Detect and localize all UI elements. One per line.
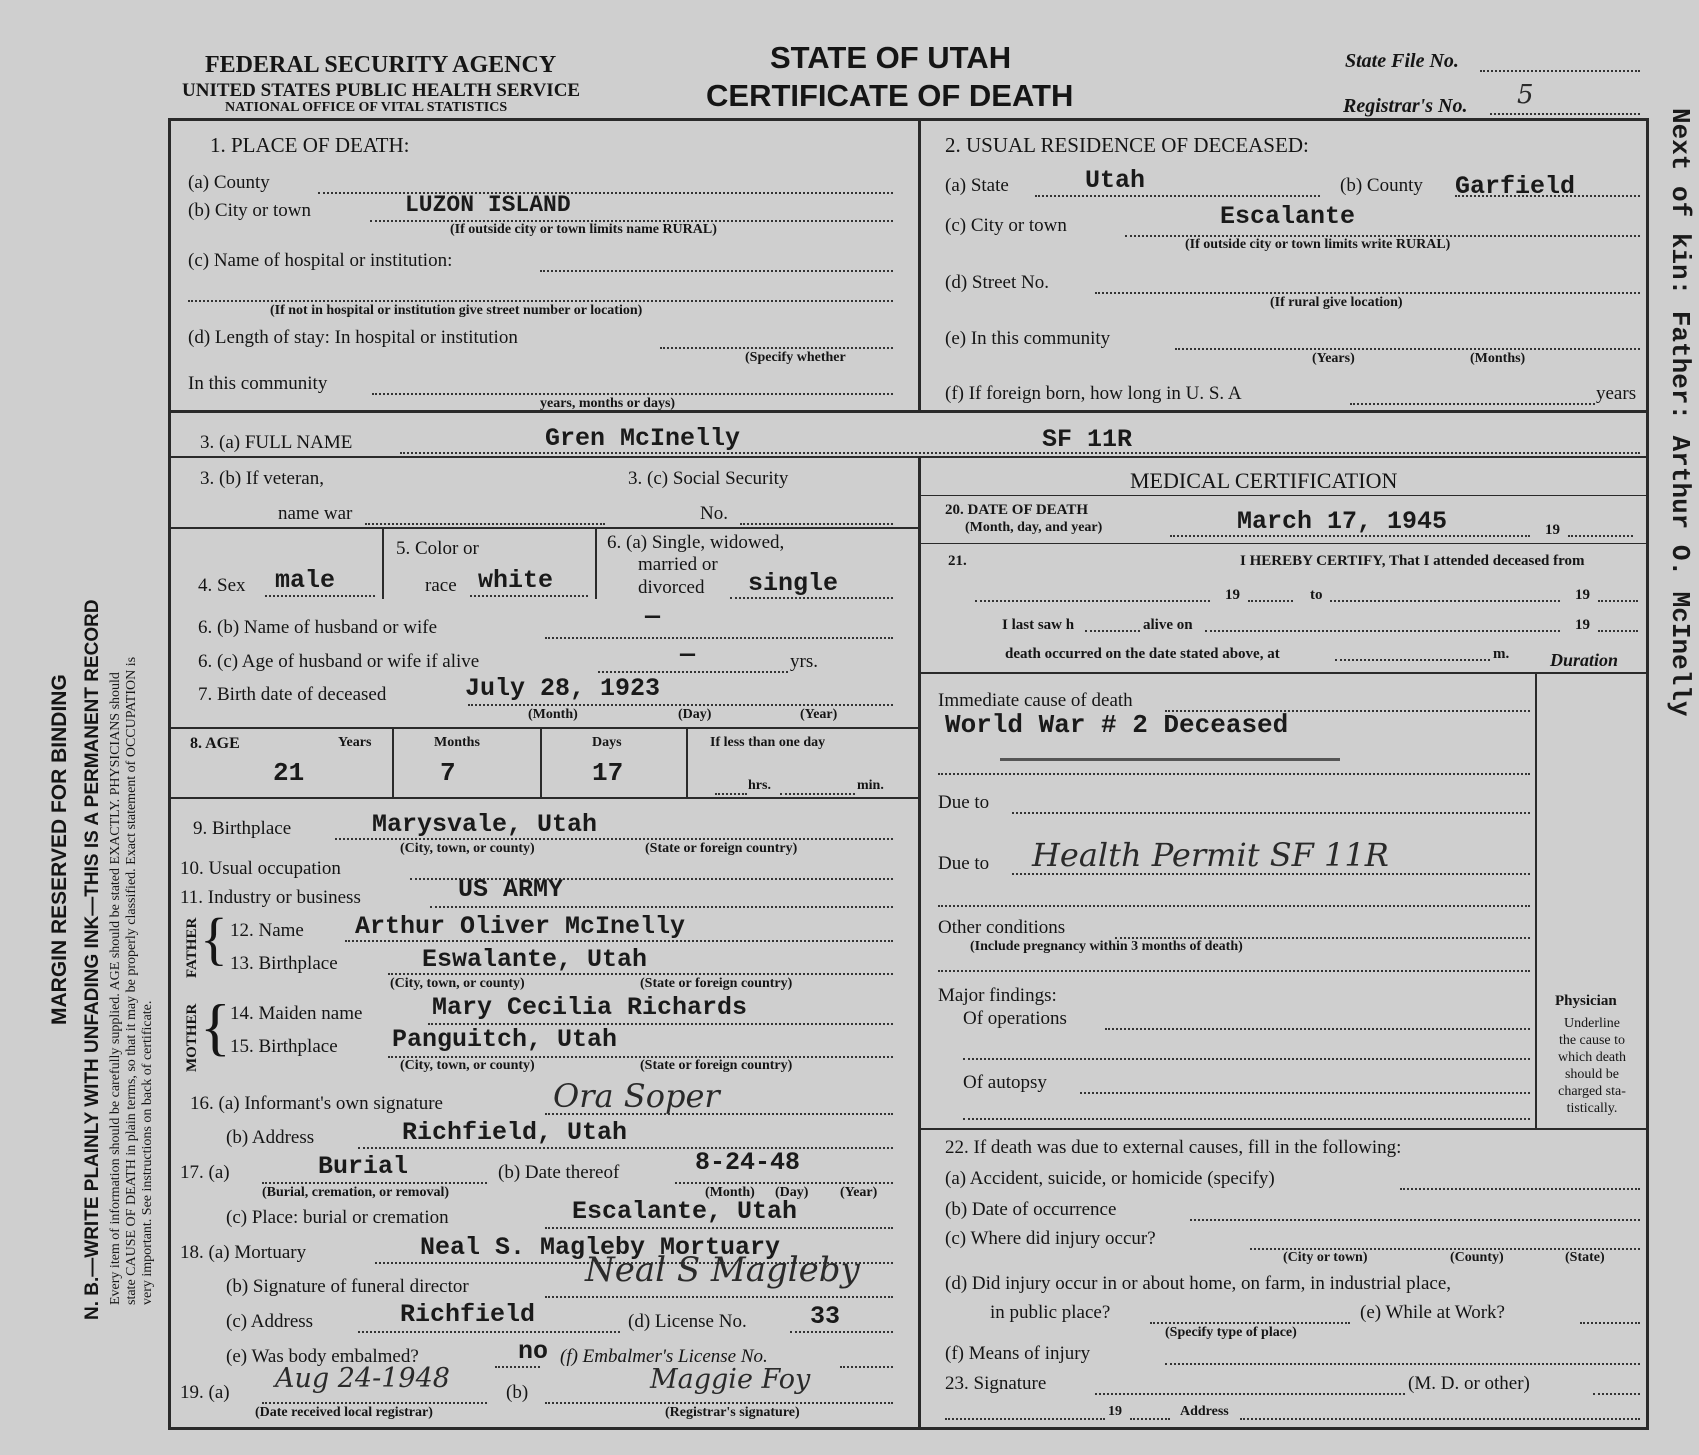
age-label: 8. AGE bbox=[190, 735, 240, 752]
birth-date-label: 7. Birth date of deceased bbox=[198, 684, 387, 705]
place-of-death-heading: 1. PLACE OF DEATH: bbox=[210, 133, 410, 157]
res-months-note: (Months) bbox=[1470, 351, 1526, 366]
res-street-label: (d) Street No. bbox=[945, 272, 1049, 293]
burial-type-value: Burial bbox=[318, 1152, 409, 1181]
veteran-label: 3. (b) If veteran, bbox=[200, 468, 324, 489]
margin-instructions-3: very important. See instructions on back of certificate. bbox=[140, 1000, 155, 1305]
registrar-signature-note: (Registrar's signature) bbox=[665, 1405, 800, 1420]
marital-value: single bbox=[748, 569, 839, 598]
birth-date-value: July 28, 1923 bbox=[465, 674, 661, 703]
father-birthplace-label: 13. Birthplace bbox=[230, 953, 338, 974]
mortuary-value: Neal S. Magleby Mortuary bbox=[420, 1233, 781, 1262]
margin-instructions-1: Every item of information should be carefully supplied. AGE should be stated EXACTLY. PHYSICIANS should bbox=[108, 672, 123, 1305]
external-d-label-2: in public place? bbox=[990, 1302, 1111, 1323]
other-conditions-note: (Include pregnancy within 3 months of death) bbox=[970, 939, 1243, 954]
marital-label-1: 6. (a) Single, widowed, bbox=[607, 532, 785, 553]
duration-label: Duration bbox=[1550, 650, 1619, 670]
signature-address-label: Address bbox=[1180, 1404, 1229, 1419]
birth-year-note: (Year) bbox=[800, 707, 838, 722]
certify-text: I HEREBY CERTIFY, That I attended deceased from bbox=[1240, 553, 1585, 569]
birthplace-note-1: (City, town, or county) bbox=[400, 841, 535, 856]
mother-note-1: (City, town, or county) bbox=[400, 1058, 535, 1073]
length-note: (Specify whether bbox=[745, 350, 846, 365]
spouse-age-value: — bbox=[680, 640, 696, 669]
age-months-value: 7 bbox=[440, 758, 456, 788]
burial-place-label: (c) Place: burial or cremation bbox=[226, 1207, 449, 1228]
birthplace-note-2: (State or foreign country) bbox=[645, 841, 798, 856]
occupation-label: 10. Usual occupation bbox=[180, 858, 341, 879]
physician-note bbox=[1540, 1015, 1644, 1117]
res-years-note: (Years) bbox=[1312, 351, 1355, 366]
last-saw-label: I last saw h bbox=[1002, 617, 1075, 633]
mortuary-label: 18. (a) Mortuary bbox=[180, 1242, 307, 1263]
res-city-note: (If outside city or town limits write RURAL) bbox=[1185, 237, 1451, 252]
signature-19: 19 bbox=[1108, 1404, 1122, 1419]
res-street-note: (If rural give location) bbox=[1270, 295, 1403, 310]
age-months-label: Months bbox=[434, 735, 480, 750]
mortuary-address-value: Richfield bbox=[400, 1300, 536, 1329]
mother-name-label: 14. Maiden name bbox=[230, 1003, 363, 1024]
residence-heading: 2. USUAL RESIDENCE OF DECEASED: bbox=[945, 133, 1309, 157]
length-of-stay-label: (d) Length of stay: In hospital or institution bbox=[188, 327, 518, 348]
office-name: NATIONAL OFFICE OF VITAL STATISTICS bbox=[225, 100, 508, 115]
immediate-cause-label: Immediate cause of death bbox=[938, 690, 1133, 711]
state-heading: STATE OF UTAH bbox=[770, 40, 1012, 75]
marital-label-2: married or bbox=[638, 554, 718, 575]
informant-signature: Ora Soper bbox=[553, 1077, 720, 1115]
physician-note-line: charged sta- bbox=[1558, 1084, 1626, 1099]
spouse-value: — bbox=[645, 602, 661, 631]
next-of-kin-note: Next of kin: Father: Arthur O. McInelly bbox=[1665, 108, 1695, 717]
county-label: (a) County bbox=[188, 172, 270, 193]
of-autopsy-label: Of autopsy bbox=[963, 1072, 1047, 1093]
res-county-label: (b) County bbox=[1340, 175, 1423, 196]
external-heading: 22. If death was due to external causes, fill in the following: bbox=[945, 1137, 1402, 1158]
service-name: UNITED STATES PUBLIC HEALTH SERVICE bbox=[182, 80, 581, 101]
burial-place-value: Escalante, Utah bbox=[572, 1197, 798, 1226]
res-county-value: Garfield bbox=[1455, 172, 1576, 201]
ssn-label: 3. (c) Social Security bbox=[628, 468, 789, 489]
physician-title: Physician bbox=[1555, 993, 1617, 1009]
burial-a-label: 17. (a) bbox=[180, 1162, 230, 1183]
industry-value: US ARMY bbox=[458, 875, 564, 904]
age-min: min. bbox=[857, 778, 884, 793]
certify-number: 21. bbox=[948, 553, 967, 569]
spouse-label: 6. (b) Name of husband or wife bbox=[198, 617, 438, 638]
burial-year-note: (Year) bbox=[840, 1185, 878, 1200]
spouse-age-suffix: yrs. bbox=[790, 651, 818, 672]
certificate-title: CERTIFICATE OF DEATH bbox=[706, 78, 1074, 113]
registrar-no-label: Registrar's No. bbox=[1343, 95, 1468, 117]
registrar-date-note: (Date received local registrar) bbox=[255, 1405, 433, 1420]
res-state-label: (a) State bbox=[945, 175, 1009, 196]
res-community-label: (e) In this community bbox=[945, 328, 1111, 349]
state-file-label: State File No. bbox=[1345, 50, 1459, 72]
burial-a-note: (Burial, cremation, or removal) bbox=[262, 1185, 450, 1200]
city-value: LUZON ISLAND bbox=[405, 192, 571, 218]
mother-side-label: MOTHER bbox=[184, 1003, 200, 1072]
mother-birthplace-value: Panguitch, Utah bbox=[392, 1025, 618, 1054]
father-name-value: Arthur Oliver McInelly bbox=[355, 912, 686, 941]
city-label: (b) City or town bbox=[188, 200, 311, 221]
license-label: (d) License No. bbox=[628, 1311, 747, 1332]
registrar-a-label: 19. (a) bbox=[180, 1382, 230, 1403]
funeral-director-signature: Neal S Magleby bbox=[585, 1250, 860, 1290]
certify-19-a: 19 bbox=[1225, 587, 1240, 603]
license-value: 33 bbox=[810, 1302, 841, 1331]
mother-name-value: Mary Cecilia Richards bbox=[432, 993, 748, 1022]
race-label: race bbox=[425, 575, 457, 596]
community-label: In this community bbox=[188, 373, 328, 394]
ssn-no-label: No. bbox=[700, 503, 728, 524]
other-conditions-label: Other conditions bbox=[938, 917, 1066, 938]
last-saw-19: 19 bbox=[1575, 617, 1590, 633]
city-note: (If outside city or town limits name RURAL) bbox=[450, 222, 717, 237]
of-operations-label: Of operations bbox=[963, 1008, 1067, 1029]
res-city-value: Escalante bbox=[1220, 202, 1356, 231]
birthplace-label: 9. Birthplace bbox=[193, 818, 292, 839]
date-of-death-label: 20. DATE OF DEATH bbox=[945, 502, 1089, 518]
age-days-label: Days bbox=[592, 735, 622, 750]
hospital-note: (If not in hospital or institution give street number or location) bbox=[270, 303, 643, 318]
md-label: (M. D. or other) bbox=[1408, 1373, 1530, 1394]
father-note-2: (State or foreign country) bbox=[640, 976, 793, 991]
external-state-note: (State) bbox=[1565, 1250, 1605, 1265]
physician-note-line: Underline bbox=[1564, 1016, 1620, 1031]
embalmed-label: (e) Was body embalmed? bbox=[226, 1346, 419, 1367]
certify-to: to bbox=[1310, 587, 1323, 603]
res-city-label: (c) City or town bbox=[945, 215, 1067, 236]
hospital-label: (c) Name of hospital or institution: bbox=[188, 250, 453, 271]
mother-brace: { bbox=[200, 991, 231, 1062]
informant-address-value: Richfield, Utah bbox=[402, 1118, 628, 1147]
physician-note-line: the cause to bbox=[1558, 1033, 1626, 1048]
funeral-director-label: (b) Signature of funeral director bbox=[226, 1276, 469, 1297]
birthplace-value: Marysvale, Utah bbox=[372, 810, 598, 839]
industry-label: 11. Industry or business bbox=[180, 887, 361, 908]
date-of-death-19: 19 bbox=[1545, 522, 1560, 538]
burial-month-note: (Month) bbox=[705, 1185, 755, 1200]
burial-date-value: 8-24-48 bbox=[695, 1148, 801, 1177]
external-b-label: (b) Date of occurrence bbox=[945, 1199, 1117, 1220]
burial-date-label: (b) Date thereof bbox=[498, 1162, 620, 1183]
external-a-label: (a) Accident, suicide, or homicide (specify) bbox=[945, 1168, 1275, 1189]
due-to-1-label: Due to bbox=[938, 792, 990, 813]
marital-label-3: divorced bbox=[638, 577, 705, 598]
age-days-value: 17 bbox=[592, 758, 624, 788]
age-hrs: hrs. bbox=[748, 778, 771, 793]
color-label: 5. Color or bbox=[396, 538, 479, 559]
external-county-note: (County) bbox=[1450, 1250, 1504, 1265]
mortuary-address-label: (c) Address bbox=[226, 1311, 314, 1332]
age-less-label: If less than one day bbox=[710, 735, 826, 750]
external-e-label: (e) While at Work? bbox=[1360, 1302, 1505, 1323]
informant-address-label: (b) Address bbox=[226, 1127, 315, 1148]
informant-signature-label: 16. (a) Informant's own signature bbox=[190, 1093, 443, 1114]
sex-value: male bbox=[275, 566, 336, 595]
physician-note-line: tistically. bbox=[1566, 1101, 1618, 1116]
foreign-born-label: (f) If foreign born, how long in U. S. A bbox=[945, 383, 1242, 404]
spouse-age-label: 6. (c) Age of husband or wife if alive bbox=[198, 651, 480, 672]
alive-on-label: alive on bbox=[1143, 617, 1193, 633]
years-suffix: years bbox=[1596, 383, 1637, 404]
race-value: white bbox=[478, 566, 554, 595]
registrar-date-value: Aug 24-1948 bbox=[275, 1363, 450, 1394]
full-name-label: 3. (a) FULL NAME bbox=[200, 432, 353, 453]
agency-name: FEDERAL SECURITY AGENCY bbox=[205, 52, 557, 78]
father-name-label: 12. Name bbox=[230, 920, 304, 941]
mother-note-2: (State or foreign country) bbox=[640, 1058, 793, 1073]
physician-note-line: which death bbox=[1557, 1050, 1627, 1065]
birth-month-note: (Month) bbox=[528, 707, 578, 722]
external-f-label: (f) Means of injury bbox=[945, 1343, 1091, 1364]
father-brace: { bbox=[200, 906, 228, 971]
full-name-value: Gren McInelly bbox=[545, 424, 741, 453]
external-d-note: (Specify type of place) bbox=[1165, 1325, 1297, 1340]
father-side-label: FATHER bbox=[184, 917, 200, 978]
date-of-death-note: (Month, day, and year) bbox=[965, 520, 1103, 535]
registrar-b-label: (b) bbox=[506, 1382, 529, 1403]
burial-day-note: (Day) bbox=[775, 1185, 809, 1200]
mother-birthplace-label: 15. Birthplace bbox=[230, 1036, 338, 1057]
embalmed-value: no bbox=[518, 1337, 549, 1366]
age-years-label: Years bbox=[338, 735, 372, 750]
major-findings-label: Major findings: bbox=[938, 985, 1057, 1006]
certify-19-b: 19 bbox=[1575, 587, 1590, 603]
due-to-2-label: Due to bbox=[938, 853, 990, 874]
veteran-war-label: name war bbox=[278, 503, 353, 524]
birth-day-note: (Day) bbox=[678, 707, 712, 722]
signature-23-label: 23. Signature bbox=[945, 1373, 1047, 1394]
sex-label: 4. Sex bbox=[198, 575, 246, 596]
external-city-note: (City or town) bbox=[1283, 1250, 1368, 1265]
due-to-2-value: Health Permit SF 11R bbox=[1032, 836, 1389, 874]
father-note-1: (City, town, or county) bbox=[390, 976, 525, 991]
external-d-label-1: (d) Did injury occur in or about home, on farm, in industrial place, bbox=[945, 1273, 1452, 1294]
date-of-death-value: March 17, 1945 bbox=[1237, 507, 1448, 536]
embalmer-license-label: (f) Embalmer's License No. bbox=[560, 1346, 768, 1367]
margin-binding-text: MARGIN RESERVED FOR BINDING bbox=[48, 674, 71, 1025]
res-state-value: Utah bbox=[1085, 166, 1146, 195]
age-years-value: 21 bbox=[273, 758, 305, 788]
immediate-cause-value: World War # 2 Deceased bbox=[945, 710, 1289, 740]
registrar-signature: Maggie Foy bbox=[650, 1364, 811, 1395]
physician-note-line: should be bbox=[1564, 1067, 1620, 1082]
community-note: years, months or days) bbox=[540, 396, 676, 411]
medical-heading: MEDICAL CERTIFICATION bbox=[1130, 468, 1398, 493]
father-birthplace-value: Eswalante, Utah bbox=[422, 945, 648, 974]
margin-permanent-record: N. B.—WRITE PLAINLY WITH UNFADING INK—THIS IS A PERMANENT RECORD bbox=[82, 599, 103, 1320]
file-ref-value: SF 11R bbox=[1042, 425, 1133, 454]
registrar-no-value: 5 bbox=[1517, 80, 1534, 110]
external-c-label: (c) Where did injury occur? bbox=[945, 1228, 1156, 1249]
death-occurred-m: m. bbox=[1493, 646, 1510, 662]
margin-instructions-2: state CAUSE OF DEATH in plain terms, so that it may be properly classified. Exact statement of OCCUPATION is bbox=[124, 656, 139, 1305]
death-occurred-label: death occurred on the date stated above, at bbox=[1005, 646, 1280, 662]
